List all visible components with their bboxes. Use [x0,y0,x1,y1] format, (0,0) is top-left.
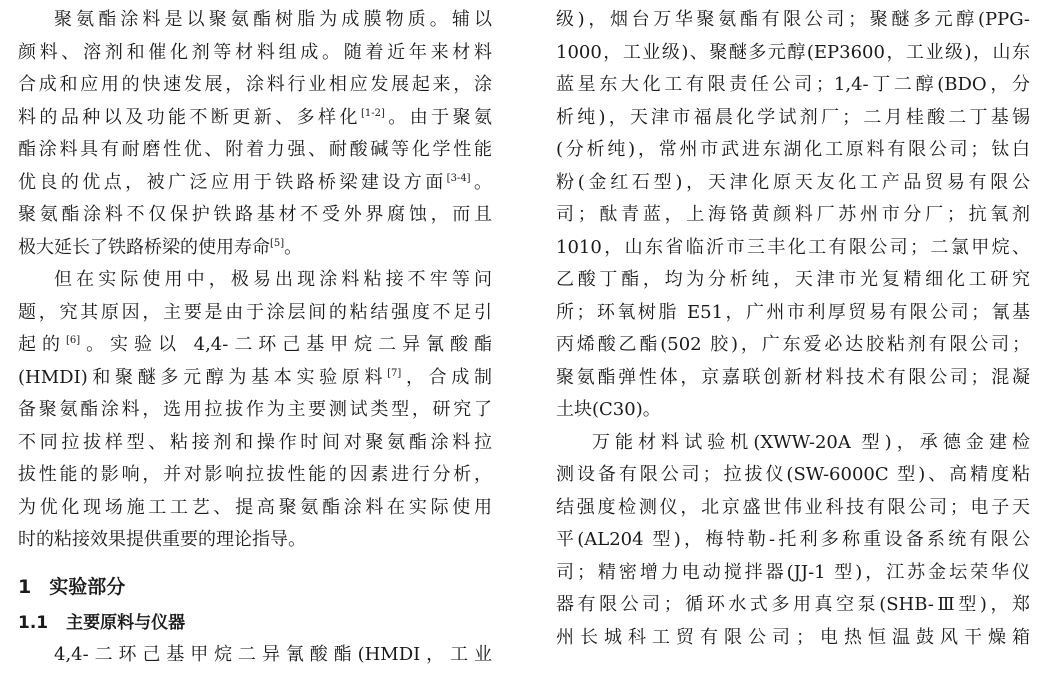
citation-ref: [6] [65,335,81,346]
text-line: (分析纯)，常州市武进东湖化工原料有限公司；钛白 [556,139,1030,160]
text-line: 备聚氨酯涂料，选用拉拔作为主要测试类型，研究了 [18,399,492,420]
text-line: 料的品种以及功能不断更新、多样化[1-2]。由于聚氨 [18,106,492,128]
citation-ref: [7] [387,367,402,379]
instruments-paragraph [556,427,1030,655]
text-line: 器有限公司；循环水式多用真空泵(SHB-Ⅲ型)，郑 [556,594,1030,615]
text-line: 析纯)，天津市福晨化学试剂厂；二月桂酸二丁基锡 [556,106,1030,128]
text-line: 不同拉拔样型、粘接剂和操作时间对聚氨酯涂料拉 [18,431,492,453]
text-line: 乙酸丁酯，均为分析纯，天津市光复精细化工研究 [556,269,1030,290]
text-line: 1000，工业级)、聚醚多元醇(EP3600，工业级)，山东 [556,41,1030,63]
intro-paragraph [18,4,492,264]
text-line: 蓝星东大化工有限责任公司；1,4-丁二醇(BDO，分 [556,74,1030,95]
text-line: 为优化现场施工工艺、提高聚氨酯涂料在实际使用 [18,496,492,518]
text-line: 土块(C30)。 [556,399,661,420]
subsection-heading: 1.1 主要原料与仪器 [18,612,186,633]
text-line: 极大延长了铁路桥梁的使用寿命[5]。 [18,236,303,258]
left-column [18,4,492,672]
citation-ref: [1-2] [360,107,385,119]
text-line: 起的[6]。实验以 4,4-二环己基甲烷二异氰酸酯 [18,334,492,355]
motivation-paragraph [18,264,492,557]
text-line: 聚氨酯涂料是以聚氨酯树脂为成膜物质。辅以 [54,9,492,30]
text-line: (HMDI)和聚醚多元醇为基本实验原料[7]，合成制 [18,366,492,388]
right-column [556,4,1030,654]
text-line: 结强度检测仪，北京盛世伟业科技有限公司；电子天 [556,496,1030,518]
text-line: 1010，山东省临沂市三丰化工有限公司；二氯甲烷、 [556,236,1030,258]
text-line: 聚氨酯弹性体，京嘉联创新材料技术有限公司；混凝 [556,366,1030,388]
text-line: 平(AL204 型)，梅特勒-托利多称重设备系统有限公 [556,529,1030,550]
text-line: 4,4-二环己基甲烷二异氰酸酯(HMDI，工业 [54,644,492,665]
text-line: 拔性能的影响，并对影响拉拔性能的因素进行分析， [18,464,492,485]
spacer [18,557,492,567]
text-line: 粉(金红石型)，天津化原天友化工产品贸易有限公 [556,171,1030,193]
text-line: 题，究其原因，主要是由于涂层间的粘结强度不足引 [18,301,492,323]
text-line: 合成和应用的快速发展，涂料行业相应发展起来，涂 [18,74,492,95]
section-heading: 1 实验部分 [18,575,126,598]
text-line: 测设备有限公司；拉拔仪(SW-6000C 型)、高精度粘 [556,464,1030,485]
text-line: 丙烯酸乙酯(502 胶)，广东爱必达胶粘剂有限公司； [556,334,1030,355]
text-line: 时的粘接效果提供重要的理论指导。 [18,529,306,550]
text-line: 酯涂料具有耐磨性优、附着力强、耐酸碱等化学性能 [18,139,492,160]
materials-paragraph-start [18,639,492,672]
text-line: 司；酞青蓝，上海铬黄颜料厂苏州市分厂；抗氧剂 [556,204,1030,225]
text-line: 优良的优点，被广泛应用于铁路桥梁建设方面[3-4]。 [18,171,492,193]
materials-paragraph [556,4,1030,427]
text-line: 聚氨酯涂料不仅保护铁路基材不受外界腐蚀，而且 [18,204,492,225]
text-line: 所；环氧树脂 E51，广州市利厚贸易有限公司；氰基 [556,301,1030,323]
citation-ref: [5] [270,237,285,249]
citation-ref: [3-4] [446,172,471,184]
text-line: 但在实际使用中，极易出现涂料粘接不牢等问 [54,269,492,290]
text-line: 颜料、溶剂和催化剂等材料组成。随着近年来材料 [18,41,492,63]
text-line: 万能材料试验机(XWW-20A 型)，承德金建检 [592,431,1030,453]
text-line: 州长城科工贸有限公司；电热恒温鼓风干燥箱 [556,626,1030,648]
text-line: 级)，烟台万华聚氨酯有限公司；聚醚多元醇(PPG- [556,9,1030,30]
text-line: 司；精密增力电动搅拌器(JJ-1 型)，江苏金坛荣华仪 [556,561,1030,583]
